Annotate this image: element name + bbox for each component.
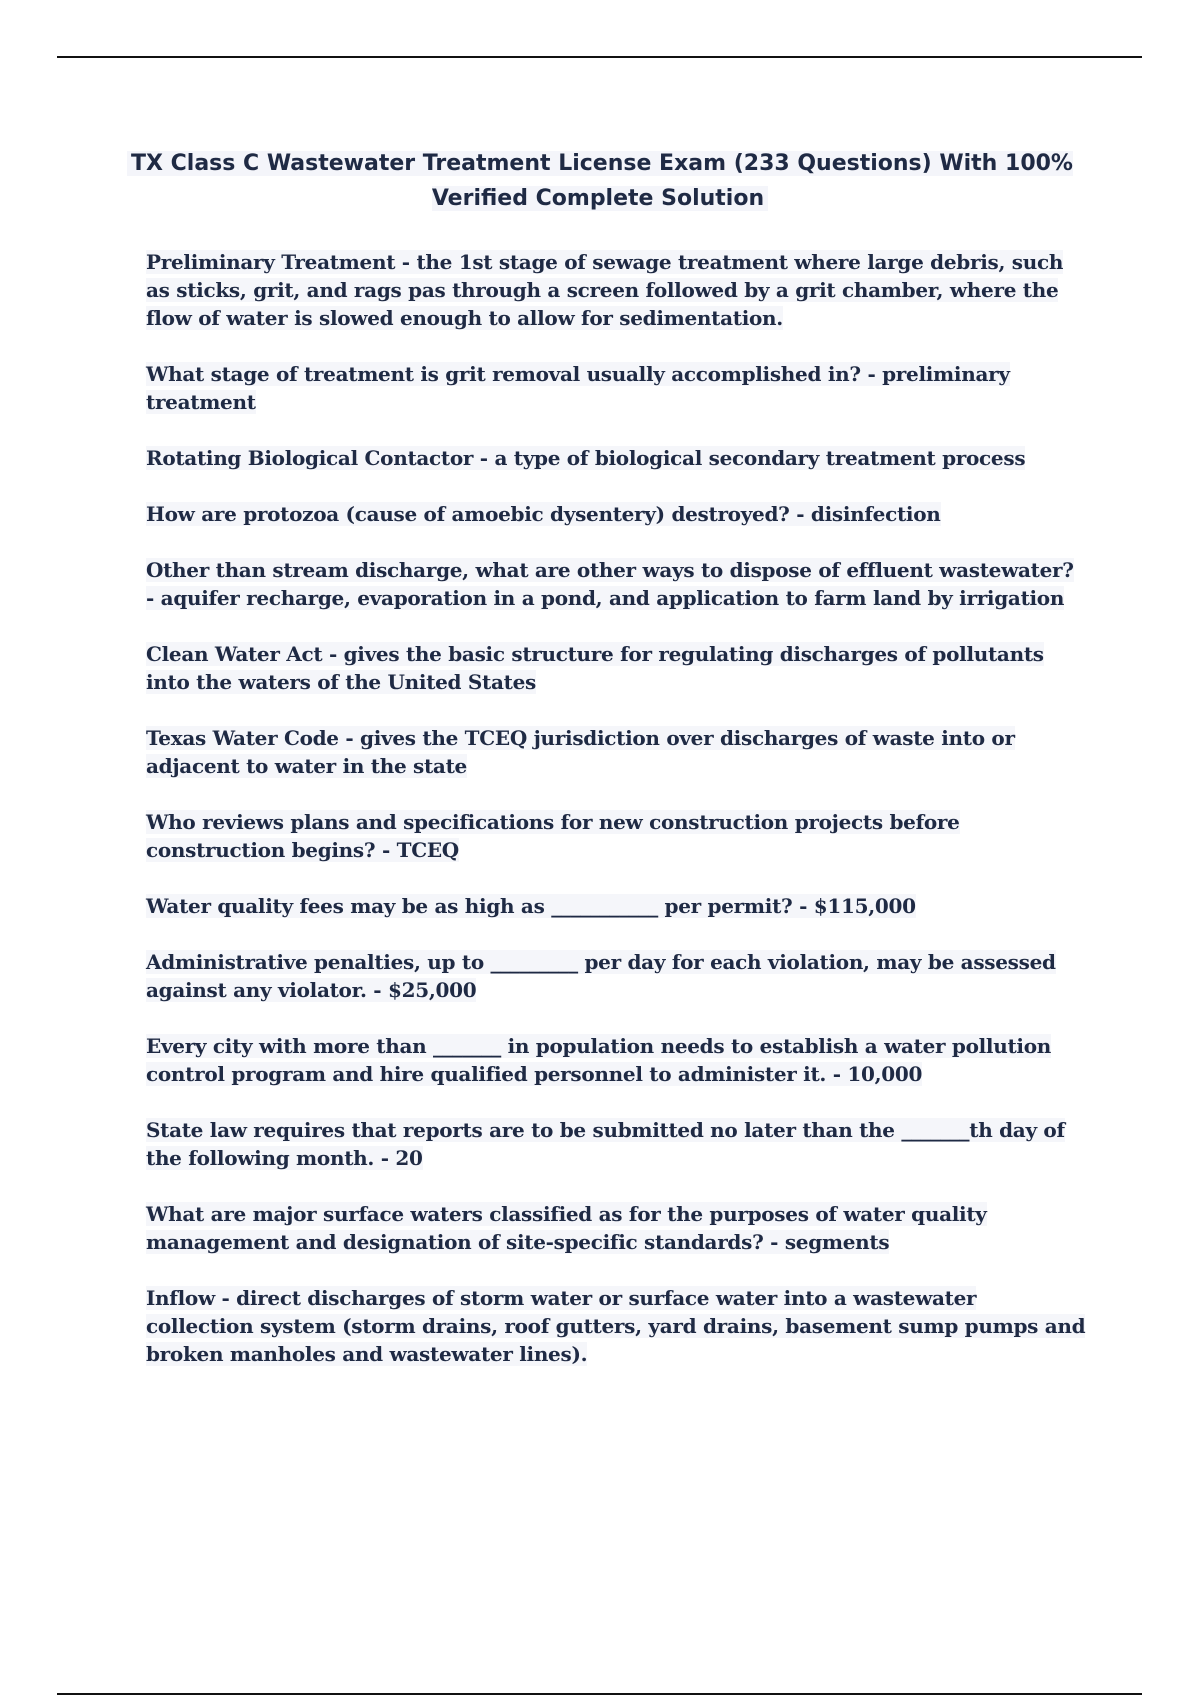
qa-item-city-population: Every city with more than _______ in population needs to establish a water pollution control program and hire qualified personnel to administer it. - 10,000 <box>146 1034 1051 1086</box>
qa-item-water-quality-fees: Water quality fees may be as high as ___________ per permit? - $115,000 <box>146 894 916 918</box>
qa-item-texas-water-code: Texas Water Code - gives the TCEQ jurisdiction over discharges of waste into or adjacent to water in the state <box>146 726 1015 778</box>
top-rule <box>57 56 1142 58</box>
qa-item-surface-waters: What are major surface waters classified as for the purposes of water quality management and designation of site-specific standards? - segments <box>146 1202 987 1254</box>
qa-item-protozoa: How are protozoa (cause of amoebic dysentery) destroyed? - disinfection <box>146 502 941 526</box>
document-title: TX Class C Wastewater Treatment License Exam (233 Questions) With 100% Verified Complete Solution <box>100 146 1100 216</box>
qa-list <box>146 248 1086 1396</box>
qa-item-plan-review: Who reviews plans and specifications for new construction projects before construction begins? - TCEQ <box>146 810 960 862</box>
bottom-rule <box>57 1693 1142 1695</box>
qa-item-administrative-penalties: Administrative penalties, up to _________ per day for each violation, may be assessed against any violator. - $25,000 <box>146 950 1056 1002</box>
qa-item-report-deadline: State law requires that reports are to be submitted no later than the _______th day of the following month. - 20 <box>146 1118 1065 1170</box>
qa-item-clean-water-act: Clean Water Act - gives the basic structure for regulating discharges of pollutants into the waters of the United States <box>146 642 1044 694</box>
qa-item-rotating-biological-contactor: Rotating Biological Contactor - a type of biological secondary treatment process <box>146 446 1026 470</box>
qa-item-effluent-disposal: Other than stream discharge, what are other ways to dispose of effluent wastewater? - aquifer recharge, evaporation in a pond, and application to farm land by irrigation <box>146 558 1074 610</box>
qa-item-grit-removal: What stage of treatment is grit removal usually accomplished in? - preliminary treatment <box>146 362 1010 414</box>
qa-item-preliminary-treatment: Preliminary Treatment - the 1st stage of sewage treatment where large debris, such as sticks, grit, and rags pas through a screen followed by a grit chamber, where the flow of water is slowed enough to allow for sedimentation. <box>146 250 1064 330</box>
qa-item-inflow: Inflow - direct discharges of storm water or surface water into a wastewater collection system (storm drains, roof gutters, yard drains, basement sump pumps and broken manholes and wastewater lines). <box>146 1286 1086 1366</box>
